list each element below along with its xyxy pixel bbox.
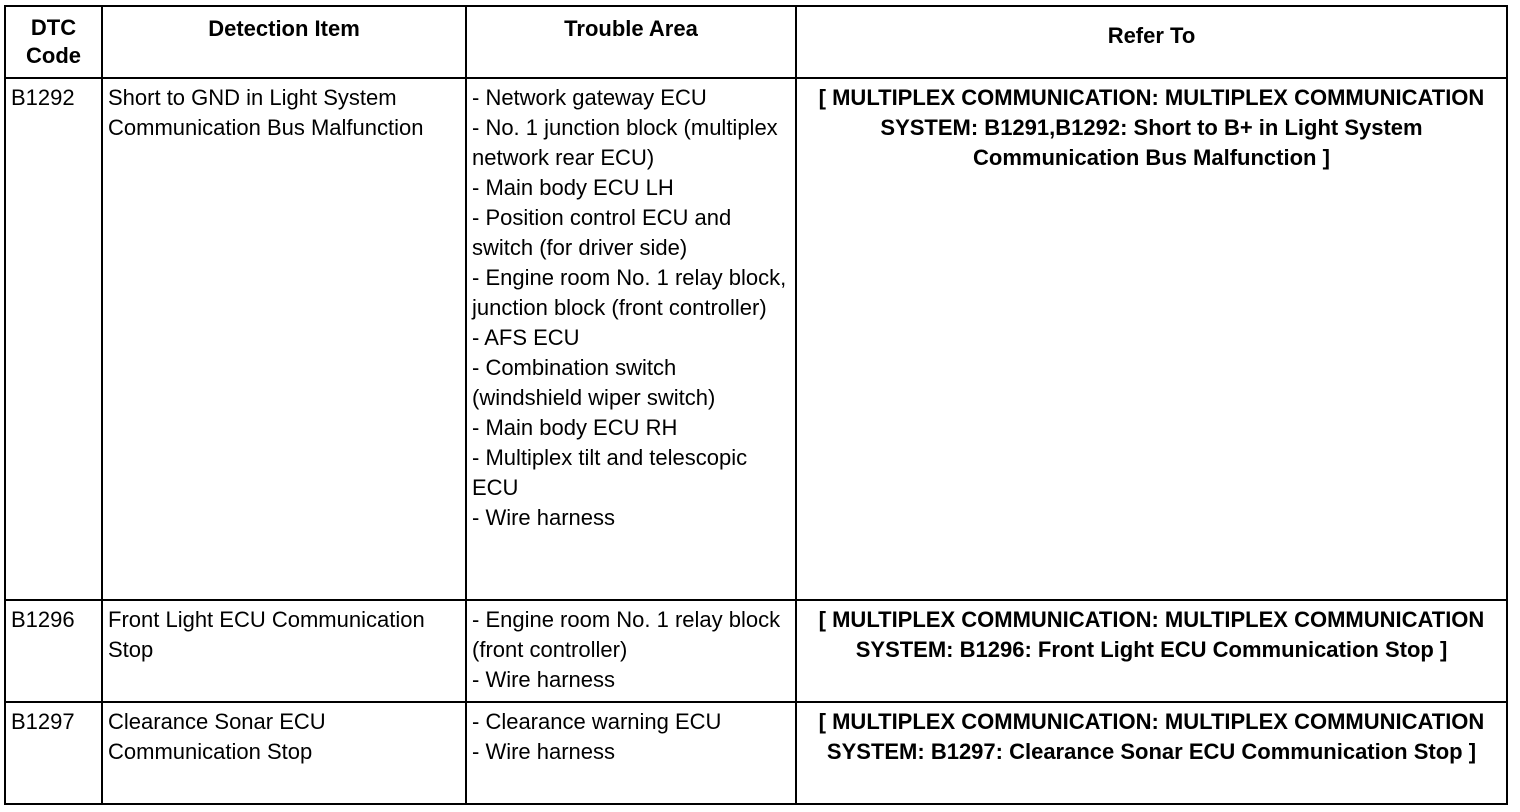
table-body bbox=[5, 78, 1507, 804]
header-trouble-area: Trouble Area bbox=[466, 6, 796, 78]
table-header bbox=[5, 6, 1507, 78]
detection-item-cell: Front Light ECU Communication Stop bbox=[102, 600, 466, 702]
header-row bbox=[5, 6, 1507, 78]
trouble-area-cell bbox=[466, 600, 796, 702]
header-dtc-code bbox=[5, 6, 102, 78]
trouble-area-item: - Combination switch (windshield wiper switch) bbox=[472, 355, 716, 410]
header-refer-to: Refer To bbox=[796, 6, 1507, 78]
dtc-table bbox=[4, 5, 1508, 805]
header-detection-item: Detection Item bbox=[102, 6, 466, 78]
trouble-area-item: - Wire harness bbox=[472, 739, 616, 764]
trouble-area-cell bbox=[466, 702, 796, 804]
dtc-code-cell: B1296 bbox=[5, 600, 102, 702]
header-dtc-code-line1: DTC bbox=[30, 15, 77, 40]
trouble-area-list bbox=[472, 605, 790, 695]
trouble-area-list bbox=[472, 707, 790, 767]
dtc-code-cell: B1292 bbox=[5, 78, 102, 600]
trouble-area-item: - AFS ECU bbox=[472, 325, 580, 350]
trouble-area-item: - Engine room No. 1 relay block (front controller) bbox=[472, 607, 781, 662]
table-row bbox=[5, 78, 1507, 600]
table-row bbox=[5, 600, 1507, 702]
header-dtc-code-line2: Code bbox=[26, 43, 81, 68]
trouble-area-item: - Network gateway ECU bbox=[472, 85, 707, 110]
trouble-area-item: - Wire harness bbox=[472, 505, 616, 530]
trouble-area-item: - Engine room No. 1 relay block, junction block (front controller) bbox=[472, 265, 787, 320]
trouble-area-item: - Clearance warning ECU bbox=[472, 709, 722, 734]
detection-item-cell: Clearance Sonar ECU Communication Stop bbox=[102, 702, 466, 804]
trouble-area-item: - Multiplex tilt and telescopic ECU bbox=[472, 445, 748, 500]
table-row bbox=[5, 702, 1507, 804]
trouble-area-item: - Main body ECU LH bbox=[472, 175, 674, 200]
refer-to-link[interactable]: [ MULTIPLEX COMMUNICATION: MULTIPLEX COMMUNICATION SYSTEM: B1296: Front Light ECU Communication Stop ] bbox=[796, 600, 1507, 702]
refer-to-link[interactable]: [ MULTIPLEX COMMUNICATION: MULTIPLEX COMMUNICATION SYSTEM: B1291,B1292: Short to B+ in Light System Communication Bus Malfunction ] bbox=[796, 78, 1507, 600]
trouble-area-item: - Wire harness bbox=[472, 667, 616, 692]
refer-to-link[interactable]: [ MULTIPLEX COMMUNICATION: MULTIPLEX COMMUNICATION SYSTEM: B1297: Clearance Sonar ECU Communication Stop ] bbox=[796, 702, 1507, 804]
trouble-area-list bbox=[472, 83, 790, 533]
detection-item-cell: Short to GND in Light System Communication Bus Malfunction bbox=[102, 78, 466, 600]
trouble-area-item: - Main body ECU RH bbox=[472, 415, 678, 440]
trouble-area-item: - No. 1 junction block (multiplex network rear ECU) bbox=[472, 115, 778, 170]
dtc-code-cell: B1297 bbox=[5, 702, 102, 804]
trouble-area-item: - Position control ECU and switch (for driver side) bbox=[472, 205, 732, 260]
trouble-area-cell bbox=[466, 78, 796, 600]
